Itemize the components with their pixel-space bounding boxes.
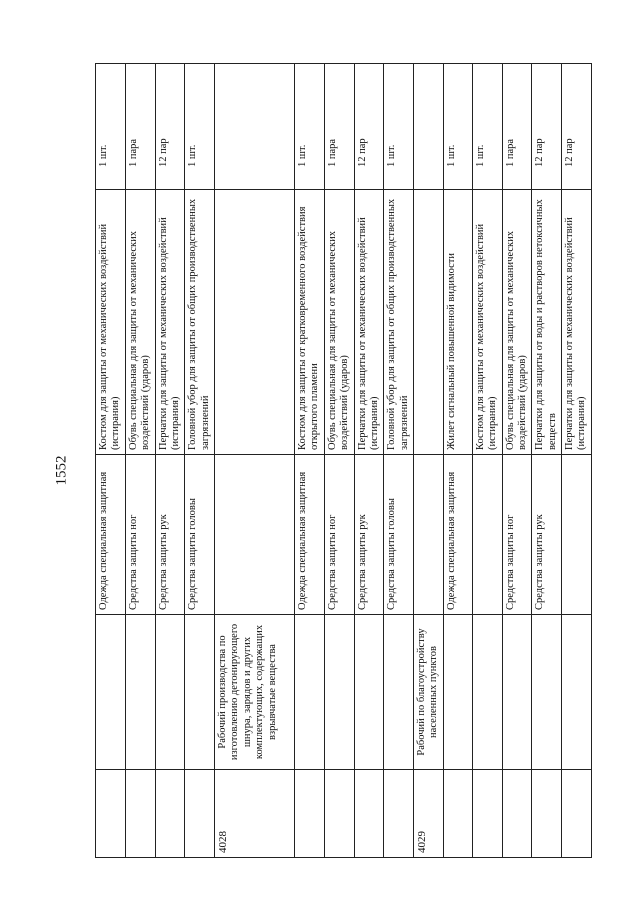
- cell-ppe-type: Средства защиты рук: [354, 455, 384, 615]
- cell-ppe-item: Перчатки для защиты от механических воздействий (истирания): [155, 190, 185, 455]
- cell-ppe-type: Средства защиты ног: [502, 455, 532, 615]
- cell-quantity: 12 пар: [562, 64, 592, 190]
- cell-ppe-item: Костюм для защиты от механических воздействий (истирания): [472, 190, 502, 455]
- table-row-profession: [414, 64, 444, 858]
- cell-profession: [96, 615, 126, 770]
- cell-ppe-type: Одежда специальная защитная: [443, 455, 472, 615]
- ppe-table: [95, 63, 592, 858]
- cell-code: [125, 770, 155, 858]
- cell-quantity: 12 пар: [155, 64, 185, 190]
- cell-profession: [185, 615, 215, 770]
- cell-ppe-item: Головной убор для защиты от общих производственных загрязнений: [185, 190, 215, 455]
- table-row: [96, 64, 126, 858]
- cell-profession: Рабочий по благоустройству населенных пунктов: [414, 615, 444, 770]
- cell-profession: [354, 615, 384, 770]
- cell-profession: [472, 615, 502, 770]
- ppe-table-frame: [95, 64, 588, 858]
- cell-quantity: 1 шт.: [472, 64, 502, 190]
- cell-quantity: [215, 64, 295, 190]
- cell-code: [185, 770, 215, 858]
- cell-ppe-type: Средства защиты рук: [532, 455, 562, 615]
- cell-quantity: 1 пара: [125, 64, 155, 190]
- cell-quantity: 12 пар: [354, 64, 384, 190]
- cell-quantity: 12 пар: [532, 64, 562, 190]
- page-number: [52, 445, 72, 495]
- cell-code: [324, 770, 354, 858]
- cell-ppe-type: Средства защиты головы: [384, 455, 414, 615]
- table-row: [155, 64, 185, 858]
- cell-profession: [295, 615, 325, 770]
- cell-code: [472, 770, 502, 858]
- cell-quantity: 1 шт.: [443, 64, 472, 190]
- cell-code: [354, 770, 384, 858]
- table-row: [532, 64, 562, 858]
- cell-code: [155, 770, 185, 858]
- cell-ppe-item: Костюм для защиты от кратковременного воздействия открытого пламени: [295, 190, 325, 455]
- cell-ppe-type: [414, 455, 444, 615]
- cell-ppe-item: Жилет сигнальный повышенной видимости: [443, 190, 472, 455]
- cell-ppe-item: Обувь специальная для защиты от механических воздействий (ударов): [502, 190, 532, 455]
- cell-quantity: 1 пара: [324, 64, 354, 190]
- cell-ppe-type: [215, 455, 295, 615]
- cell-ppe-item: Перчатки для защиты от воды и растворов нетоксичных веществ: [532, 190, 562, 455]
- ppe-table-rotated: [95, 64, 588, 858]
- cell-quantity: 1 шт.: [185, 64, 215, 190]
- cell-ppe-type: [562, 455, 592, 615]
- cell-code: [562, 770, 592, 858]
- table-row: [125, 64, 155, 858]
- cell-profession: [502, 615, 532, 770]
- cell-ppe-item: [215, 190, 295, 455]
- cell-ppe-item: Костюм для защиты от механических воздействий (истирания): [96, 190, 126, 455]
- cell-quantity: [414, 64, 444, 190]
- cell-quantity: 1 шт.: [384, 64, 414, 190]
- table-row: [354, 64, 384, 858]
- table-row: [443, 64, 472, 858]
- cell-ppe-item: Головной убор для защиты от общих производственных загрязнений: [384, 190, 414, 455]
- cell-ppe-type: Одежда специальная защитная: [295, 455, 325, 615]
- cell-quantity: 1 шт.: [295, 64, 325, 190]
- table-row: [324, 64, 354, 858]
- cell-ppe-type: Средства защиты ног: [125, 455, 155, 615]
- table-row: [185, 64, 215, 858]
- table-row: [562, 64, 592, 858]
- cell-ppe-item: Обувь специальная для защиты от механических воздействий (ударов): [324, 190, 354, 455]
- table-row: [295, 64, 325, 858]
- cell-ppe-item: Обувь специальная для защиты от механических воздействий (ударов): [125, 190, 155, 455]
- cell-ppe-type: Средства защиты головы: [185, 455, 215, 615]
- cell-ppe-type: Средства защиты ног: [324, 455, 354, 615]
- cell-code: [502, 770, 532, 858]
- cell-profession: [562, 615, 592, 770]
- cell-profession: [384, 615, 414, 770]
- table-row-profession: [215, 64, 295, 858]
- cell-ppe-type: [472, 455, 502, 615]
- cell-profession: [443, 615, 472, 770]
- page-number-text: 1552: [53, 455, 70, 485]
- table-row: [502, 64, 532, 858]
- cell-profession: [125, 615, 155, 770]
- cell-ppe-item: Перчатки для защиты от механических воздействий (истирания): [354, 190, 384, 455]
- cell-code: [295, 770, 325, 858]
- cell-code: 4029: [414, 770, 444, 858]
- cell-profession: Рабочий производства по изготовлению детонирующего шнура, зарядов и других комплектующих, содержащих взрывчатые вещества: [215, 615, 295, 770]
- table-row: [472, 64, 502, 858]
- table-row: [384, 64, 414, 858]
- cell-code: 4028: [215, 770, 295, 858]
- cell-ppe-type: Одежда специальная защитная: [96, 455, 126, 615]
- cell-profession: [532, 615, 562, 770]
- cell-code: [96, 770, 126, 858]
- cell-ppe-type: Средства защиты рук: [155, 455, 185, 615]
- cell-profession: [324, 615, 354, 770]
- cell-ppe-item: [414, 190, 444, 455]
- cell-quantity: 1 пара: [502, 64, 532, 190]
- cell-ppe-item: Перчатки для защиты от механических воздействий (истирания): [562, 190, 592, 455]
- cell-quantity: 1 шт.: [96, 64, 126, 190]
- cell-code: [384, 770, 414, 858]
- cell-code: [532, 770, 562, 858]
- cell-profession: [155, 615, 185, 770]
- cell-code: [443, 770, 472, 858]
